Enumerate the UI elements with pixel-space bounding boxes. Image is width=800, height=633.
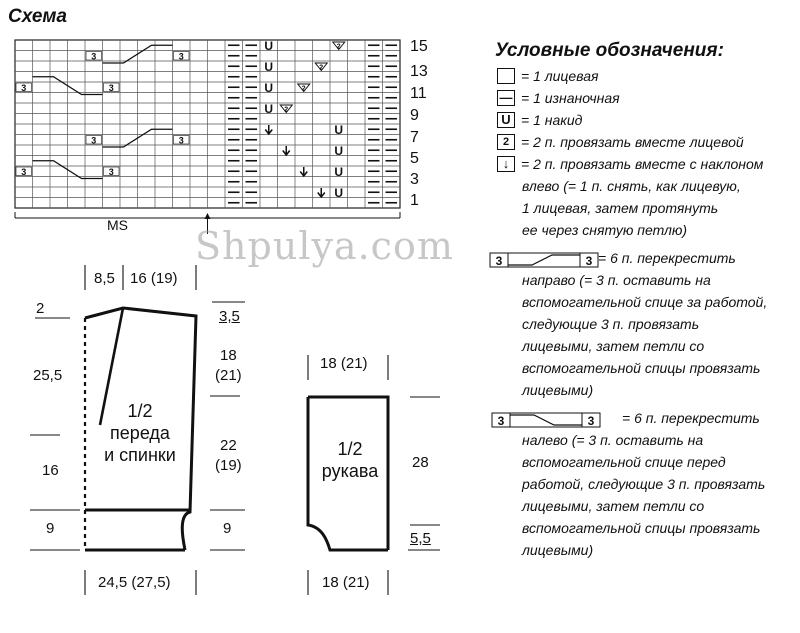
start-arrow-icon [205, 213, 211, 219]
dim-sleeve-cuff: 5,5 [410, 530, 431, 547]
yarn-over-icon: U [264, 102, 274, 116]
knit-two-together-icon: 2 [497, 134, 515, 150]
yarn-over-icon: U [264, 39, 274, 53]
cable-number: 3 [178, 135, 184, 146]
legend-left-cross-line: работой, следующие 3 п. провязать [522, 476, 766, 492]
knit-two-together-icon: 2 [319, 64, 324, 72]
row-number: 3 [410, 171, 419, 188]
knit-two-together-icon: 2 [336, 43, 341, 51]
dim-left-bottom: 9 [46, 520, 55, 537]
legend-left-cross-line: вспомогательной спице перед [522, 454, 726, 470]
page-title: Схема [8, 6, 68, 27]
knit-symbol-icon [497, 68, 515, 84]
knit-two-together-icon: 2 [301, 85, 306, 93]
cable-number: 3 [178, 51, 184, 62]
cable-legend-icon [492, 413, 600, 427]
legend-left-cross-line: лицевыми, затем петли со [522, 498, 705, 514]
row-number: 9 [410, 107, 419, 124]
yarn-over-icon: U [264, 60, 274, 74]
dim-left-mid: 16 [42, 462, 59, 479]
legend-right-cross-line: лицевыми, затем петли со [522, 338, 705, 354]
dim-neck-width: 8,5 [94, 270, 115, 287]
legend-right-cross-line: следующие 3 п. провязать [522, 316, 700, 332]
yarn-over-icon: U [334, 186, 344, 200]
legend-right-cross-line: вспомогательной спице за работой, [522, 294, 768, 310]
watermark: Shpulya.com [195, 224, 454, 268]
row-number: 15 [410, 38, 428, 55]
dim-left-top: 2 [36, 300, 45, 317]
cable-number: 3 [108, 167, 114, 177]
legend-title: Условные обозначения: [495, 40, 724, 61]
dim-right-upper: 18 (21) [215, 347, 242, 384]
row-number: 1 [410, 192, 419, 209]
dim-left-armhole: 25,5 [33, 367, 63, 384]
cable-number: 3 [108, 83, 114, 93]
row-number: 5 [410, 150, 419, 167]
legend-ssk-line: влево (= 1 п. снять, как лицевую, [522, 178, 741, 194]
legend-left-cross-line: вспомогательной спицы провязать [522, 520, 761, 536]
legend-right-cross-line: вспомогательной спицы провязать [522, 360, 761, 376]
purl-symbol-icon: — [497, 90, 515, 106]
ms-label: MS [107, 217, 128, 233]
legend-ssk-line: ее через снятую петлю) [522, 222, 688, 238]
yarn-over-icon: U [334, 165, 344, 179]
legend-ssk-line: 1 лицевая, затем протянуть [522, 200, 719, 216]
cable-number: 3 [21, 167, 27, 177]
cable-legend-number: 3 [587, 414, 595, 428]
legend-right-cross-line: лицевыми) [522, 382, 594, 398]
yarn-over-icon: U [264, 81, 274, 95]
row-number: 13 [410, 63, 428, 80]
sleeve-piece-label: 1/2 рукава [321, 439, 379, 481]
dim-right-lower: 22 (19) [215, 437, 242, 474]
dim-shoulder-width: 16 (19) [130, 270, 178, 287]
legend-left-cross-line: налево (= 3 п. оставить на [522, 432, 704, 448]
legend-left-cross-line: лицевыми) [522, 542, 594, 558]
dim-right-top: 3,5 [219, 308, 240, 325]
yarn-over-icon: U [334, 123, 344, 137]
dim-sleeve-height: 28 [412, 454, 429, 471]
cable-legend-number: 3 [585, 254, 593, 268]
knit-two-together-icon: 2 [284, 106, 289, 114]
cable-number: 3 [91, 135, 97, 146]
cable-number: 3 [21, 83, 27, 93]
cable-number: 3 [91, 51, 97, 62]
legend-right-cross-line: направо (= 3 п. оставить на [522, 272, 711, 288]
row-number: 7 [410, 129, 419, 146]
decrease-left-icon: ↓ [497, 156, 515, 172]
body-piece-label: 1/2 переда и спинки [104, 401, 176, 465]
dim-sleeve-bottom: 18 (21) [322, 574, 370, 591]
dim-bottom-width: 24,5 (27,5) [98, 574, 171, 591]
cable-legend-icon [490, 253, 598, 267]
yarn-over-icon: U [497, 112, 515, 128]
yarn-over-icon: U [334, 144, 344, 158]
dim-sleeve-top: 18 (21) [320, 355, 368, 372]
cable-legend-number: 3 [497, 414, 505, 428]
dim-right-bottom: 9 [223, 520, 232, 537]
row-number: 11 [410, 85, 427, 102]
cable-legend-number: 3 [495, 254, 503, 268]
